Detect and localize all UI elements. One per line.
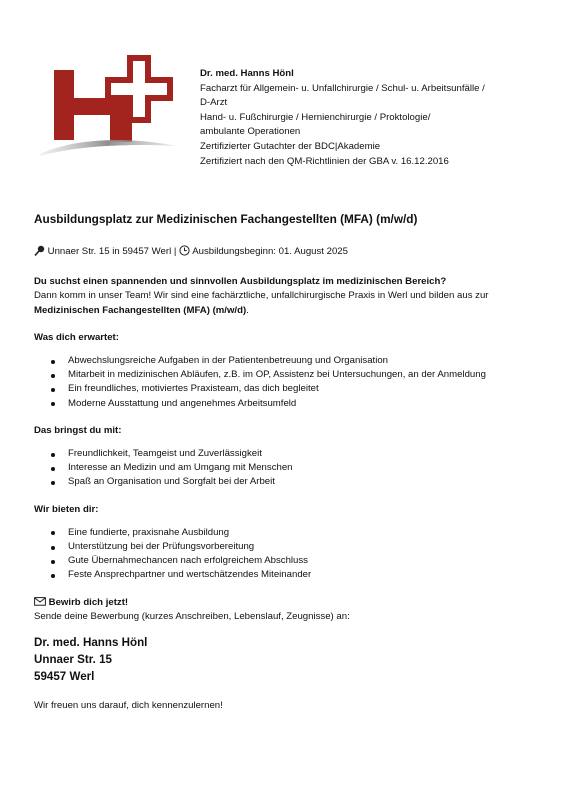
- list-item: Freundlichkeit, Teamgeist und Zuverlässigkeit: [68, 447, 544, 461]
- list-item: Unterstützung bei der Prüfungsvorbereitung: [68, 540, 544, 554]
- application-address: [34, 634, 544, 685]
- header-line: ambulante Operationen: [200, 126, 301, 138]
- header-line: Zertifizierter Gutachter der BDC|Akademie: [200, 140, 381, 152]
- list-item: Abwechslungsreiche Aufgaben in der Patientenbetreuung und Organisation: [68, 354, 544, 368]
- list-item: Spaß an Organisation und Sorgfalt bei der Arbeit: [68, 475, 544, 489]
- posting-title: Ausbildungsplatz zur Medizinischen Fachangestellten (MFA) (m/w/d): [34, 212, 418, 226]
- expectations-list: [34, 354, 544, 411]
- intro-text: Dann komm in unser Team! Wir sind eine fachärztliche, unfallchirurgische Praxis in Werl und bilden aus zur Medizinischen Fachangestellten (MFA) (m/w/d).: [34, 290, 489, 316]
- list-item: Eine fundierte, praxisnahe Ausbildung: [68, 526, 544, 540]
- header-line: Zertifiziert nach den QM-Richtlinien der GBA v. 16.12.2016: [200, 155, 449, 167]
- closing-text: Wir freuen uns darauf, dich kennenzulernen!: [34, 700, 223, 712]
- header-line: Facharzt für Allgemein- u. Unfallchirurgie / Schul- u. Arbeitsunfälle /: [200, 82, 485, 94]
- section-heading: Wir bieten dir:: [34, 503, 99, 515]
- apply-text: Sende deine Bewerbung (kurzes Anschreiben, Lebenslauf, Zeugnisse) an:: [34, 610, 350, 622]
- doctor-name: Dr. med. Hanns Hönl: [200, 68, 294, 79]
- list-item: Mitarbeit in medizinischen Abläufen, z.B. im OP, Assistenz bei Untersuchungen, an der Anmeldung: [68, 368, 544, 382]
- intro-bold: Medizinischen Fachangestellten (MFA) (m/w/d): [34, 304, 247, 316]
- clock-icon: [179, 245, 190, 256]
- intro-question: Du suchst einen spannenden und sinnvollen Ausbildungsplatz im medizinischen Bereich?: [34, 276, 447, 288]
- address-name: Dr. med. Hanns Hönl: [34, 636, 148, 650]
- list-item: Feste Ansprechpartner und wertschätzendes Miteinander: [68, 568, 544, 582]
- section-heading: Das bringst du mit:: [34, 424, 122, 436]
- practice-header: [200, 67, 545, 169]
- list-item: Gute Übernahmechancen nach erfolgreichem Abschluss: [68, 554, 544, 568]
- address-city: 59457 Werl: [34, 670, 95, 684]
- offer-list: [34, 526, 544, 583]
- mail-icon: [34, 596, 46, 606]
- header-line: Hand- u. Fußchirurgie / Hernienchirurgie / Proktologie/: [200, 111, 431, 123]
- requirements-list: [34, 447, 544, 490]
- location-text: Unnaer Str. 15 in 59457 Werl |: [47, 246, 177, 257]
- apply-heading: Bewirb dich jetzt!: [34, 596, 544, 610]
- address-street: Unnaer Str. 15: [34, 653, 112, 667]
- h-cross-logo: [38, 48, 178, 164]
- intro: [34, 275, 544, 318]
- list-item: Moderne Ausstattung und angenehmes Arbeitsumfeld: [68, 397, 544, 411]
- header-line: D-Arzt: [200, 97, 228, 109]
- list-item: Ein freundliches, motiviertes Praxisteam, das dich begleitet: [68, 382, 544, 396]
- pin-icon: [34, 245, 45, 256]
- start-date-text: Ausbildungsbeginn: 01. August 2025: [192, 246, 348, 257]
- section-heading: Was dich erwartet:: [34, 331, 119, 343]
- list-item: Interesse an Medizin und am Umgang mit Menschen: [68, 461, 544, 475]
- posting-meta: [34, 245, 544, 259]
- job-posting: [34, 212, 544, 713]
